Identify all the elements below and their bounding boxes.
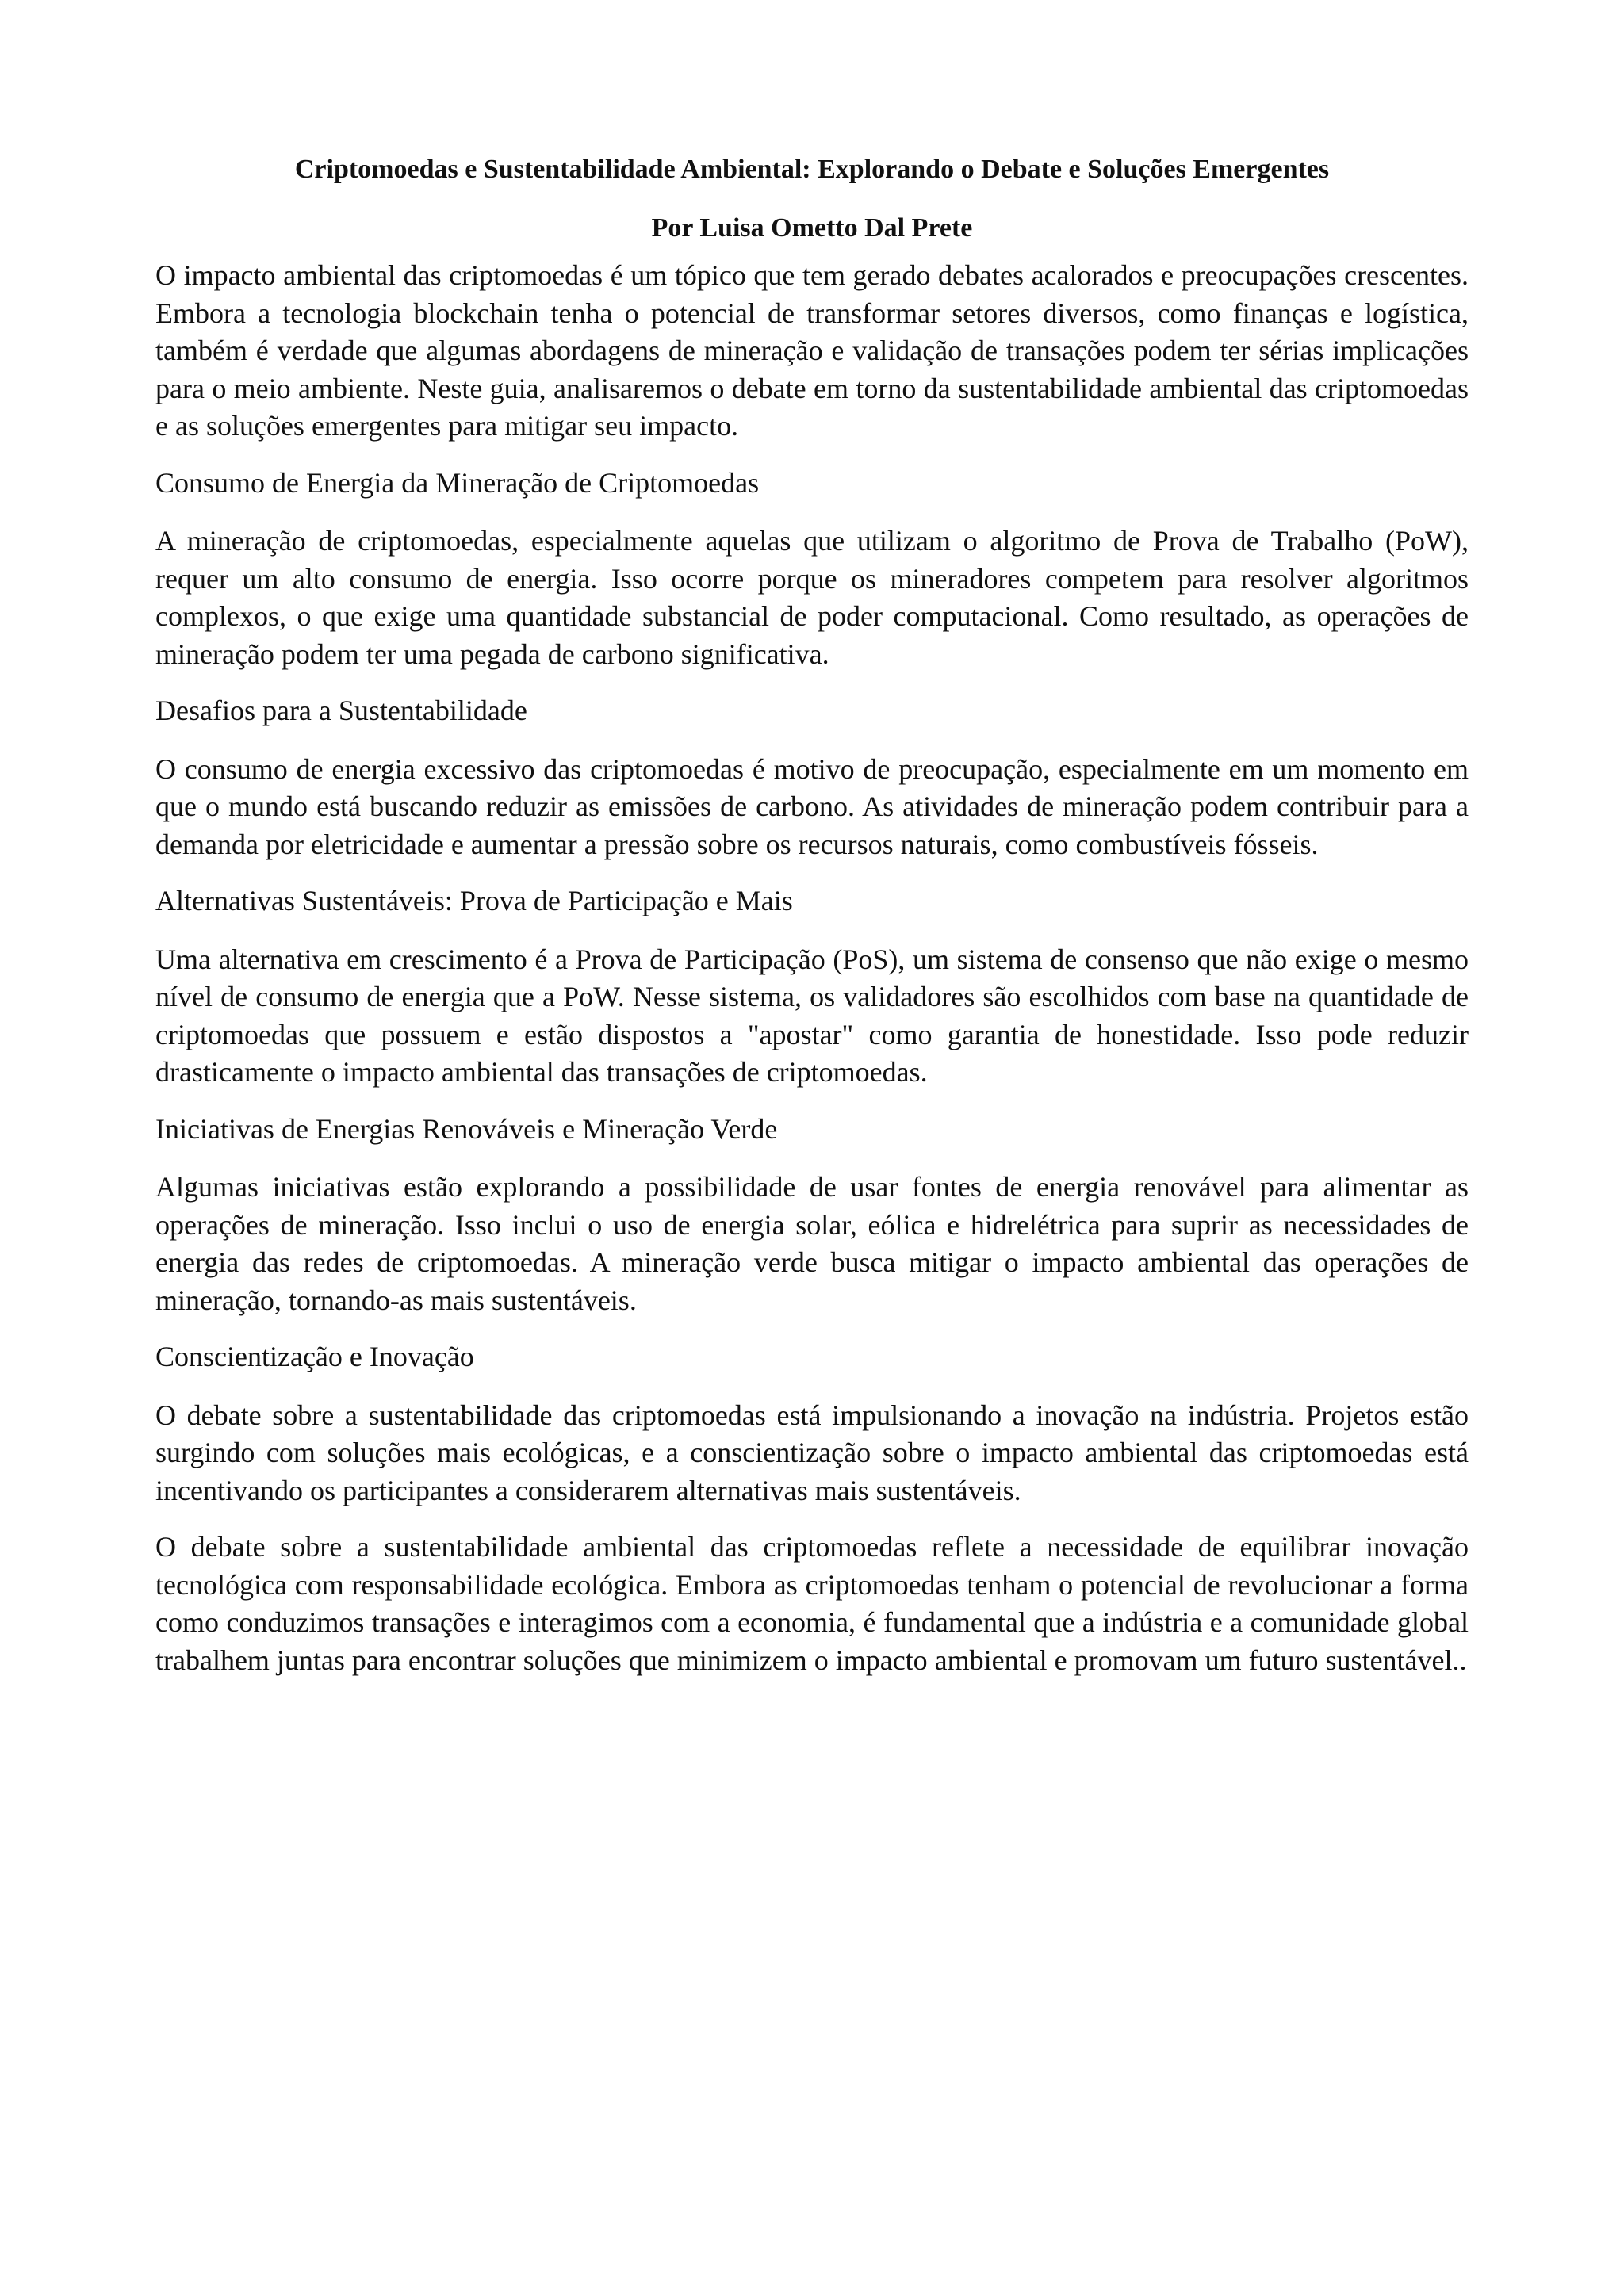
intro-paragraph: O impacto ambiental das criptomoedas é um tópico que tem gerado debates acalorados e preocupações crescentes. Embora a tecnologia blockchain tenha o potencial de transformar setores diversos, como finanças e logística, também é verdade que algumas abordagens de mineração e validação de transações podem ter sérias implicações para o meio ambiente. Neste guia, analisaremos o debate em torno da sustentabilidade ambiental das criptomoedas e as soluções emergentes para mitigar seu impacto. xyxy=(155,259,1469,442)
section-heading-renewable-initiatives: Iniciativas de Energias Renováveis e Mineração Verde xyxy=(155,1112,778,1145)
section-heading-awareness-innovation: Conscientização e Inovação xyxy=(155,1341,474,1372)
document-title: Criptomoedas e Sustentabilidade Ambiental: Explorando o Debate e Soluções Emergentes xyxy=(294,155,1330,184)
section-body-awareness-innovation: O debate sobre a sustentabilidade das criptomoedas está impulsionando a inovação na indústria. Projetos estão surgindo com soluções mais ecológicas, e a conscientização sobre o impacto ambiental das criptomoedas está incentivando os participantes a considerarem alternativas mais sustentáveis. xyxy=(155,1399,1469,1506)
section-body-energy-consumption: A mineração de criptomoedas, especialmente aquelas que utilizam o algoritmo de Prova de Trabalho (PoW), requer um alto consumo de energia. Isso ocorre porque os mineradores competem para resolver algoritmos complexos, o que exige uma quantidade substancial de poder computacional. Como resultado, as operações de mineração podem ter uma pegada de carbono significativa. xyxy=(155,525,1469,670)
section-heading-sustainability-challenges: Desafios para a Sustentabilidade xyxy=(155,695,527,726)
section-body-renewable-initiatives: Algumas iniciativas estão explorando a possibilidade de usar fontes de energia renovável para alimentar as operações de mineração. Isso inclui o uso de energia solar, eólica e hidrelétrica para suprir as necessidades de energia das redes de criptomoedas. A mineração verde busca mitigar o impacto ambiental das operações de mineração, tornando-as mais sustentáveis. xyxy=(155,1171,1469,1316)
document-page xyxy=(155,151,1469,1698)
section-body-sustainable-alternatives: Uma alternativa em crescimento é a Prova de Participação (PoS), um sistema de consenso que não exige o mesmo nível de consumo de energia que a PoW. Nesse sistema, os validadores são escolhidos com base na quantidade de criptomoedas que possuem e estão dispostos a "apostar" como garantia de honestidade. Isso pode reduzir drasticamente o impacto ambiental das transações de criptomoedas. xyxy=(155,943,1469,1088)
section-body-sustainability-challenges: O consumo de energia excessivo das criptomoedas é motivo de preocupação, especialmente em um momento em que o mundo está buscando reduzir as emissões de carbono. As atividades de mineração podem contribuir para a demanda por eletricidade e aumentar a pressão sobre os recursos naturais, como combustíveis fósseis. xyxy=(155,752,1469,860)
section-heading-sustainable-alternatives: Alternativas Sustentáveis: Prova de Participação e Mais xyxy=(155,885,793,916)
section-heading-energy-consumption: Consumo de Energia da Mineração de Criptomoedas xyxy=(155,466,760,499)
conclusion-paragraph: O debate sobre a sustentabilidade ambiental das criptomoedas reflete a necessidade de equilibrar inovação tecnológica com responsabilidade ecológica. Embora as criptomoedas tenham o potencial de revolucionar a forma como conduzimos transações e interagimos com a economia, é fundamental que a indústria e a comunidade global trabalhem juntas para encontrar soluções que minimizem o impacto ambiental e promovam um futuro sustentável.. xyxy=(155,1531,1469,1676)
document-author: Por Luisa Ometto Dal Prete xyxy=(651,213,973,243)
